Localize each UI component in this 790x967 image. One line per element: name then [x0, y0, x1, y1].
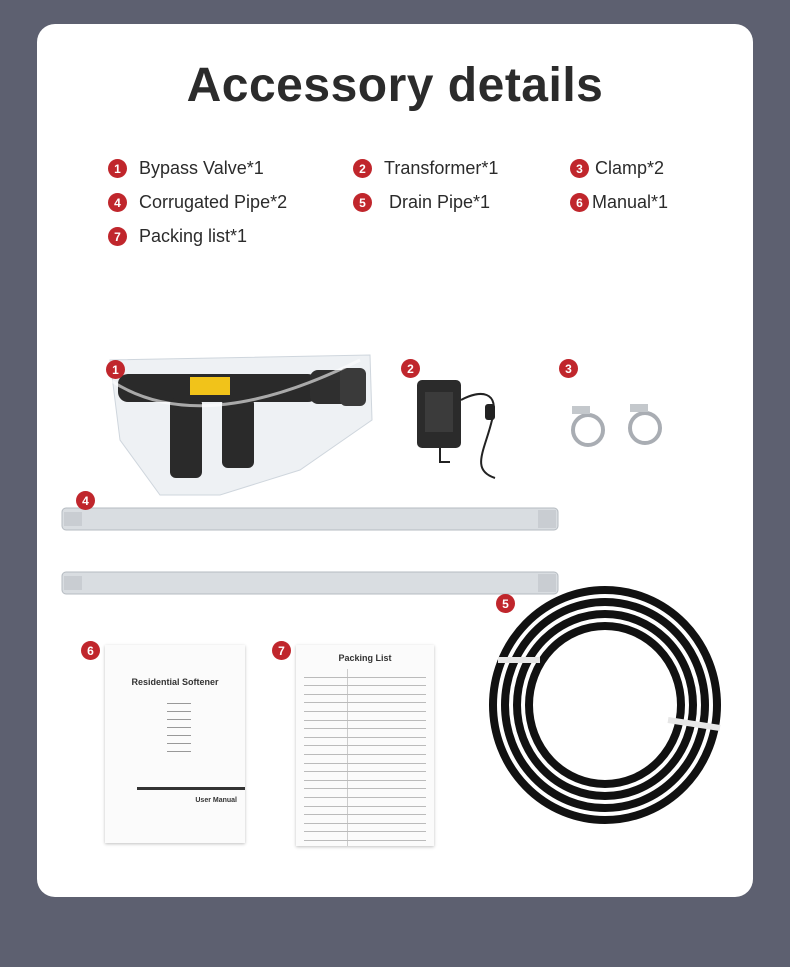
- badge-5: 5: [496, 594, 515, 613]
- packing-list-table: [304, 669, 426, 846]
- badge-4: 4: [76, 491, 95, 510]
- corrugated-pipe-image: [62, 508, 558, 594]
- accessory-label: Bypass Valve*1: [139, 158, 264, 178]
- accessory-label: Transformer*1: [384, 158, 499, 178]
- manual-title: Residential Softener: [131, 677, 219, 687]
- badge-1: 1: [106, 360, 125, 379]
- drain-pipe-image: [493, 590, 720, 820]
- number-badge: 4: [108, 193, 127, 212]
- page-title: Accessory details: [186, 59, 604, 112]
- manual-subtitle: User Manual: [195, 797, 237, 804]
- bypass-valve-image: [110, 355, 372, 495]
- accessory-label: Manual*1: [592, 192, 669, 212]
- badge-2: 2: [401, 359, 420, 378]
- number-badge: 5: [353, 193, 372, 212]
- packing-list-image: [296, 645, 434, 846]
- clamp-image: [572, 404, 660, 445]
- badge-3: 3: [559, 359, 578, 378]
- manual-model-list: [167, 703, 191, 759]
- manual-image: [105, 645, 245, 843]
- number-badge: 7: [108, 227, 127, 246]
- badge-6: 6: [81, 641, 100, 660]
- manual-divider: [137, 787, 245, 790]
- accessory-label: Drain Pipe*1: [384, 192, 491, 212]
- accessory-label: Packing list*1: [139, 226, 248, 246]
- number-badge: 6: [570, 193, 589, 212]
- badge-7: 7: [272, 641, 291, 660]
- number-badge: 2: [353, 159, 372, 178]
- packing-list-title: Packing List: [338, 653, 392, 663]
- accessory-label: Clamp*2: [595, 158, 665, 178]
- number-badge: 1: [108, 159, 127, 178]
- number-badge: 3: [570, 159, 589, 178]
- transformer-image: [417, 380, 495, 478]
- accessory-label: Corrugated Pipe*2: [139, 192, 288, 212]
